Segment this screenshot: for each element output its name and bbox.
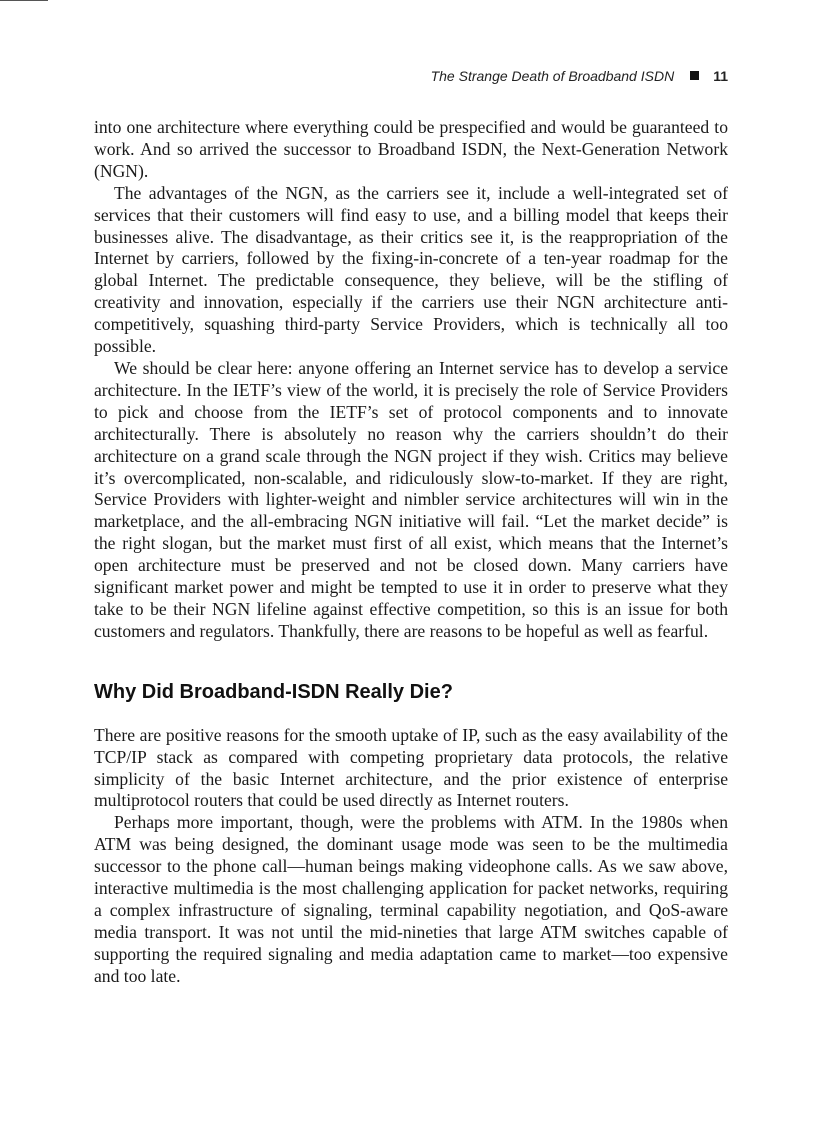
- running-head-title: The Strange Death of Broadband ISDN: [430, 68, 675, 84]
- body-text: [94, 117, 728, 988]
- paragraph: There are positive reasons for the smooth uptake of IP, such as the easy availability of the TCP/IP stack as compared with competing proprietary data protocols, the relative simplicity of the basic Internet architecture, and the prior existence of enterprise multiprotocol routers that could be used directly as Internet routers.: [94, 724, 728, 811]
- paragraph: We should be clear here: anyone offering an Internet service has to develop a service architecture. In the IETF’s view of the world, it is precisely the role of Service Providers to pick and choose from the IETF’s set of protocol components and to innovate architecturally. There is absolutely no reason why the carriers shouldn’t do their architecture on a grand scale through the NGN project if they wish. Critics may believe it’s overcomplicated, non-scalable, and ridiculously slow-to-market. If they are right, Service Providers with lighter-weight and nimbler service architectures will win in the marketplace, and the all-embracing NGN initiative will fail. “Let the market decide” is the right slogan, but the market must first of all exist, which means that the Internet’s open architecture must be preserved and not be closed down. Many carriers have significant market power and might be tempted to use it in order to preserve what they take to be their NGN lifeline against effective competition, so this is an issue for both customers and regulators. Thankfully, there are reasons to be hopeful as well as fearful.: [94, 357, 728, 641]
- crop-mark: [0, 0, 48, 1]
- paragraph: Perhaps more important, though, were the problems with ATM. In the 1980s when ATM was being designed, the dominant usage mode was seen to be the multimedia successor to the phone call—human beings making videophone calls. As we saw above, interactive multimedia is the most challenging application for packet networks, requiring a complex infrastructure of signaling, terminal capability negotiation, and QoS-aware media transport. It was not until the mid-nineties that large ATM switches capable of supporting the required signaling and media adaptation came to market—too expensive and too late.: [94, 812, 728, 986]
- section-heading: Why Did Broadband-ISDN Really Die?: [94, 680, 453, 703]
- running-head: [94, 67, 728, 85]
- paragraph: into one architecture where everything could be prespecified and would be guaranteed to work. And so arrived the successor to Broadband ISDN, the Next-Generation Network (NGN).: [94, 117, 728, 181]
- page-number: 11: [713, 68, 728, 84]
- running-head-square-icon: [690, 71, 699, 80]
- paragraph: The advantages of the NGN, as the carriers see it, include a well-integrated set of services that their customers will find easy to use, and a billing model that keeps their businesses alive. The disadvantage, as their critics see it, is the reappropriation of the Internet by carriers, followed by the fixing-in-concrete of a ten-year roadmap for the global Internet. The predictable consequence, they believe, will be the stifling of creativity and innovation, especially if the carriers use their NGN architecture anti-competitively, squashing third-party Service Providers, which is technically all too possible.: [94, 182, 728, 357]
